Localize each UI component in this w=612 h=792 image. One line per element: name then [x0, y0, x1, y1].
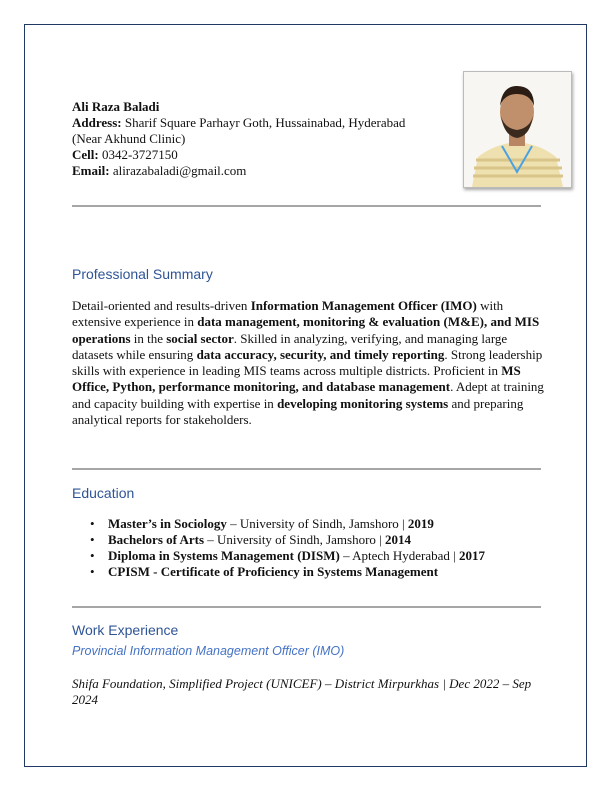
email-line	[72, 163, 405, 179]
summary-highlight: developing monitoring systems	[277, 395, 449, 411]
education-item	[108, 532, 485, 548]
email-label: Email:	[72, 163, 110, 178]
contact-block	[72, 99, 405, 179]
summary-text: . Skilled in analyzing, verifying, and managing large datasets while ensuring	[72, 330, 508, 362]
summary-text: in the	[130, 330, 167, 346]
summary-highlight: data management, monitoring & evaluation (M&E), and MIS operations	[72, 314, 540, 346]
year: 2014	[385, 532, 412, 547]
institution: – University of Sindh, Jamshoro |	[226, 516, 408, 531]
summary-highlight: data accuracy, security, and timely reporting	[196, 346, 445, 362]
cell-value: 0342-3727150	[101, 147, 178, 162]
cell-label: Cell:	[72, 147, 99, 162]
section-heading-education: Education	[72, 485, 135, 501]
divider	[72, 606, 541, 608]
degree: CPISM - Certificate of Proficiency in Systems Management	[108, 564, 439, 579]
institution: – University of Sindh, Jamshoro |	[204, 532, 386, 547]
divider	[72, 205, 541, 207]
section-heading-summary: Professional Summary	[72, 266, 213, 282]
divider	[72, 468, 541, 470]
address-value: Sharif Square Parhayr Goth, Hussainabad, Hyderabad	[124, 115, 406, 130]
summary-text: and preparing analytical reports for stakeholders.	[72, 395, 524, 428]
year: 2019	[407, 516, 434, 531]
institution: – Aptech Hyderabad |	[339, 548, 460, 563]
degree: Diploma in Systems Management (DISM)	[108, 548, 340, 563]
year: 2017	[459, 548, 486, 563]
degree: Bachelors of Arts	[108, 532, 205, 547]
summary-paragraph	[72, 298, 547, 428]
summary-text: . Strong leadership skills with experience in leading MIS teams across multiple districts. Proficient in	[72, 346, 543, 379]
summary-text: with extensive experience in	[72, 298, 504, 330]
address-line	[72, 115, 405, 131]
job-title: Provincial Information Management Officer (IMO)	[72, 644, 345, 658]
degree: Master’s in Sociology	[108, 516, 227, 531]
candidate-name: Ali Raza Baladi	[72, 99, 160, 114]
education-item	[108, 548, 485, 564]
summary-highlight: Information Management Officer (IMO)	[250, 298, 477, 313]
education-list	[72, 516, 485, 580]
education-item	[108, 516, 485, 532]
summary-text: . Adept at training and capacity building with expertise in	[72, 379, 544, 411]
address-label: Address:	[72, 115, 122, 130]
section-heading-work: Work Experience	[72, 622, 179, 638]
education-item	[108, 564, 485, 580]
cell-line	[72, 147, 405, 163]
summary-highlight: MS Office, Python, performance monitoring, and database management	[72, 363, 521, 395]
summary-highlight: social sector	[166, 330, 234, 346]
address-line-2: (Near Akhund Clinic)	[72, 131, 186, 146]
summary-text: Detail-oriented and results-driven	[72, 298, 251, 313]
profile-photo	[463, 71, 572, 188]
job-organization: Shifa Foundation, Simplified Project (UNICEF) – District Mirpurkhas | Dec 2022 – Sep 2024	[72, 676, 532, 707]
email-value[interactable]: alirazabaladi@gmail.com	[112, 163, 247, 178]
